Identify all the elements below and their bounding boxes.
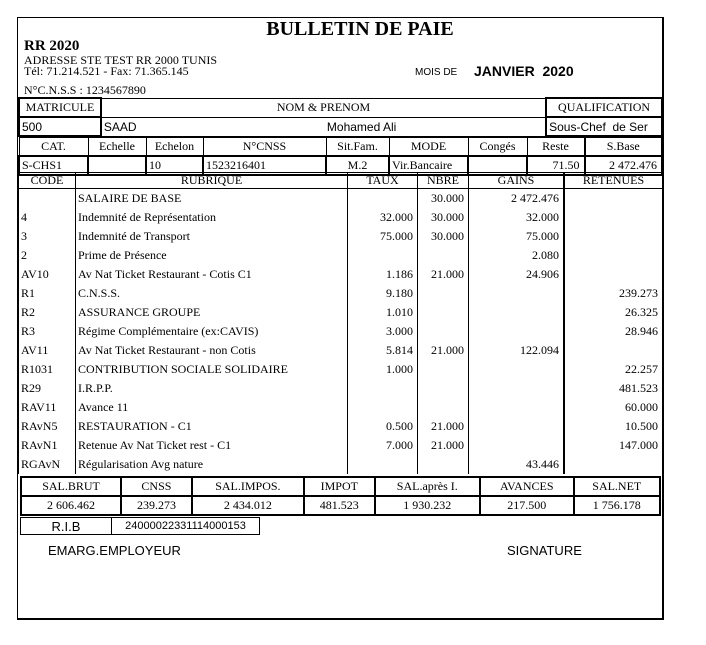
code-header: CODE [19, 173, 76, 189]
line-nbre [418, 455, 469, 474]
conges-header: Congés [468, 137, 527, 156]
line-nbre [418, 398, 469, 417]
line-gains [469, 436, 565, 455]
line-nbre: 30.000 [418, 208, 469, 227]
line-nbre [418, 360, 469, 379]
line-retenues [564, 189, 663, 209]
line-code: R29 [19, 379, 76, 398]
pay-line-row [19, 417, 663, 436]
line-retenues [564, 208, 663, 227]
summary-table [20, 476, 661, 516]
line-rubrique: Avance 11 [76, 398, 348, 417]
line-rubrique: ASSURANCE GROUPE [76, 303, 348, 322]
line-taux [348, 398, 418, 417]
line-rubrique: Indemnité de Transport [76, 227, 348, 246]
line-gains [469, 360, 565, 379]
line-taux: 7.000 [348, 436, 418, 455]
line-code: R1031 [19, 360, 76, 379]
line-taux: 1.000 [348, 360, 418, 379]
line-nbre [418, 284, 469, 303]
line-code: 2 [19, 246, 76, 265]
nom-value: SAAD [103, 119, 137, 134]
line-retenues: 26.325 [564, 303, 663, 322]
line-rubrique: Prime de Présence [76, 246, 348, 265]
company-address-block [24, 55, 217, 77]
sal-brut-value: 2 606.462 [21, 496, 121, 515]
line-rubrique: I.R.P.P. [76, 379, 348, 398]
company-phone-fax: Tél: 71.214.521 - Fax: 71.365.145 [24, 64, 189, 78]
sal-impos-header: SAL.IMPOS. [192, 477, 304, 496]
line-rubrique: Régularisation Avg nature [76, 455, 348, 474]
sal-net-header: SAL.NET [574, 477, 660, 496]
period-value: JANVIER 2020 [474, 63, 574, 79]
pay-line-row [19, 303, 663, 322]
line-gains: 2 472.476 [469, 189, 565, 209]
mode-header: MODE [389, 137, 468, 156]
line-code: R2 [19, 303, 76, 322]
line-taux [348, 379, 418, 398]
impot-value: 481.523 [304, 496, 375, 515]
pay-line-row [19, 227, 663, 246]
line-rubrique: SALAIRE DE BASE [76, 189, 348, 209]
echelle-header: Echelle [88, 137, 146, 156]
sbase-header: S.Base [585, 137, 663, 156]
sitfam-value: M.2 [326, 156, 389, 175]
line-taux: 9.180 [348, 284, 418, 303]
retenues-header: RETENUES [564, 173, 663, 189]
pay-lines-body [19, 189, 663, 475]
line-retenues: 22.257 [564, 360, 663, 379]
line-retenues: 147.000 [564, 436, 663, 455]
line-taux: 3.000 [348, 322, 418, 341]
taux-header: TAUX [348, 173, 418, 189]
pay-line-row [19, 379, 663, 398]
line-nbre: 21.000 [418, 417, 469, 436]
company-address: ADRESSE STE TEST RR 2000 TUNIS [24, 53, 218, 67]
reste-header: Reste [527, 137, 585, 156]
line-taux: 0.500 [348, 417, 418, 436]
line-nbre: 21.000 [418, 436, 469, 455]
line-gains: 75.000 [469, 227, 565, 246]
pay-line-row [19, 189, 663, 209]
sal-apres-impot-value: 1 930.232 [375, 496, 480, 515]
sal-impos-value: 2 434.012 [192, 496, 304, 515]
line-gains [469, 284, 565, 303]
line-code: 3 [19, 227, 76, 246]
line-code: R1 [19, 284, 76, 303]
line-rubrique: Régime Complémentaire (ex:CAVIS) [76, 322, 348, 341]
line-gains [469, 398, 565, 417]
nbre-header: NBRE [418, 173, 469, 189]
line-gains: 24.906 [469, 265, 565, 284]
pay-line-row [19, 208, 663, 227]
cat-value: S-CHS1 [19, 156, 88, 175]
company-cnss: N°C.N.S.S : 1234567890 [24, 83, 146, 97]
avances-value: 217.500 [480, 496, 574, 515]
line-gains: 43.446 [469, 455, 565, 474]
impot-header: IMPOT [304, 477, 375, 496]
line-rubrique: C.N.S.S. [76, 284, 348, 303]
ncnss-value: 1523216401 [203, 156, 326, 175]
line-retenues [564, 455, 663, 474]
details-table [18, 136, 663, 176]
line-rubrique: Indemnité de Représentation [76, 208, 348, 227]
matricule-header: MATRICULE [19, 98, 101, 117]
line-retenues: 10.500 [564, 417, 663, 436]
sbase-value: 2 472.476 [585, 156, 663, 175]
line-taux [348, 455, 418, 474]
qualification-header: QUALIFICATION [546, 98, 662, 117]
line-nbre [418, 379, 469, 398]
line-gains [469, 379, 565, 398]
line-gains: 32.000 [469, 208, 565, 227]
line-taux [348, 189, 418, 209]
pay-line-row [19, 436, 663, 455]
cnss-header: CNSS [121, 477, 192, 496]
line-rubrique: Retenue Av Nat Ticket rest - C1 [76, 436, 348, 455]
pay-line-row [19, 246, 663, 265]
line-taux: 1.010 [348, 303, 418, 322]
pay-line-row [19, 455, 663, 474]
pay-line-row [19, 322, 663, 341]
line-rubrique: CONTRIBUTION SOCIALE SOLIDAIRE [76, 360, 348, 379]
line-taux: 1.186 [348, 265, 418, 284]
line-gains: 122.094 [469, 341, 565, 360]
line-code: R3 [19, 322, 76, 341]
avances-header: AVANCES [480, 477, 574, 496]
cat-header: CAT. [19, 137, 88, 156]
rib-table [20, 517, 260, 535]
ncnss-header: N°CNSS [203, 137, 326, 156]
line-retenues: 60.000 [564, 398, 663, 417]
echelon-header: Echelon [146, 137, 203, 156]
line-retenues: 239.273 [564, 284, 663, 303]
sal-apres-impot-header: SAL.après I. [375, 477, 480, 496]
line-code [19, 189, 76, 209]
pay-line-row [19, 398, 663, 417]
employee-table [18, 97, 663, 137]
line-code: AV11 [19, 341, 76, 360]
company-name: RR 2020 [24, 38, 80, 54]
period-label: MOIS DE [415, 67, 458, 78]
line-gains [469, 322, 565, 341]
prenom-value: Mohamed Ali [326, 119, 397, 134]
line-retenues: 481.523 [564, 379, 663, 398]
line-nbre: 21.000 [418, 265, 469, 284]
line-taux: 5.814 [348, 341, 418, 360]
line-code: RAvN5 [19, 417, 76, 436]
line-retenues: 28.946 [564, 322, 663, 341]
line-taux: 32.000 [348, 208, 418, 227]
rib-label: R.I.B [21, 518, 112, 535]
sitfam-header: Sit.Fam. [326, 137, 389, 156]
line-retenues [564, 341, 663, 360]
line-code: RAV11 [19, 398, 76, 417]
line-retenues [564, 246, 663, 265]
reste-value: 71.50 [527, 156, 585, 175]
line-gains [469, 303, 565, 322]
cnss-value: 239.273 [121, 496, 192, 515]
employer-signature-label: EMARG.EMPLOYEUR [48, 543, 181, 558]
line-gains: 2.080 [469, 246, 565, 265]
sal-net-value: 1 756.178 [574, 496, 660, 515]
line-nbre: 21.000 [418, 341, 469, 360]
rib-value: 24000022331114000153 [112, 518, 260, 535]
line-gains [469, 417, 565, 436]
line-nbre: 30.000 [418, 189, 469, 209]
echelon-value: 10 [146, 156, 203, 175]
line-code: 4 [19, 208, 76, 227]
line-rubrique: Av Nat Ticket Restaurant - non Cotis [76, 341, 348, 360]
gains-header: GAINS [469, 173, 565, 189]
line-nbre [418, 246, 469, 265]
line-retenues [564, 227, 663, 246]
pay-line-row [19, 341, 663, 360]
line-rubrique: Av Nat Ticket Restaurant - Cotis C1 [76, 265, 348, 284]
document-title: BULLETIN DE PAIE [266, 18, 454, 40]
pay-line-row [19, 360, 663, 379]
line-nbre [418, 322, 469, 341]
pay-line-row [19, 265, 663, 284]
nom-prenom-cell [101, 117, 546, 136]
line-nbre [418, 303, 469, 322]
line-code: RAvN1 [19, 436, 76, 455]
signature-label: SIGNATURE [507, 543, 582, 558]
line-taux [348, 246, 418, 265]
nom-header: NOM & PRENOM [101, 98, 546, 117]
matricule-value: 500 [19, 117, 101, 136]
qualification-value: Sous-Chef de Ser [546, 117, 662, 136]
line-code: RGAvN [19, 455, 76, 474]
line-code: AV10 [19, 265, 76, 284]
line-retenues [564, 265, 663, 284]
rubrique-header: RUBRIQUE [76, 173, 348, 189]
line-taux: 75.000 [348, 227, 418, 246]
mode-value: Vir.Bancaire [389, 156, 468, 175]
pay-line-row [19, 284, 663, 303]
pay-lines-table [18, 172, 663, 474]
line-nbre: 30.000 [418, 227, 469, 246]
line-rubrique: RESTAURATION - C1 [76, 417, 348, 436]
sal-brut-header: SAL.BRUT [21, 477, 121, 496]
